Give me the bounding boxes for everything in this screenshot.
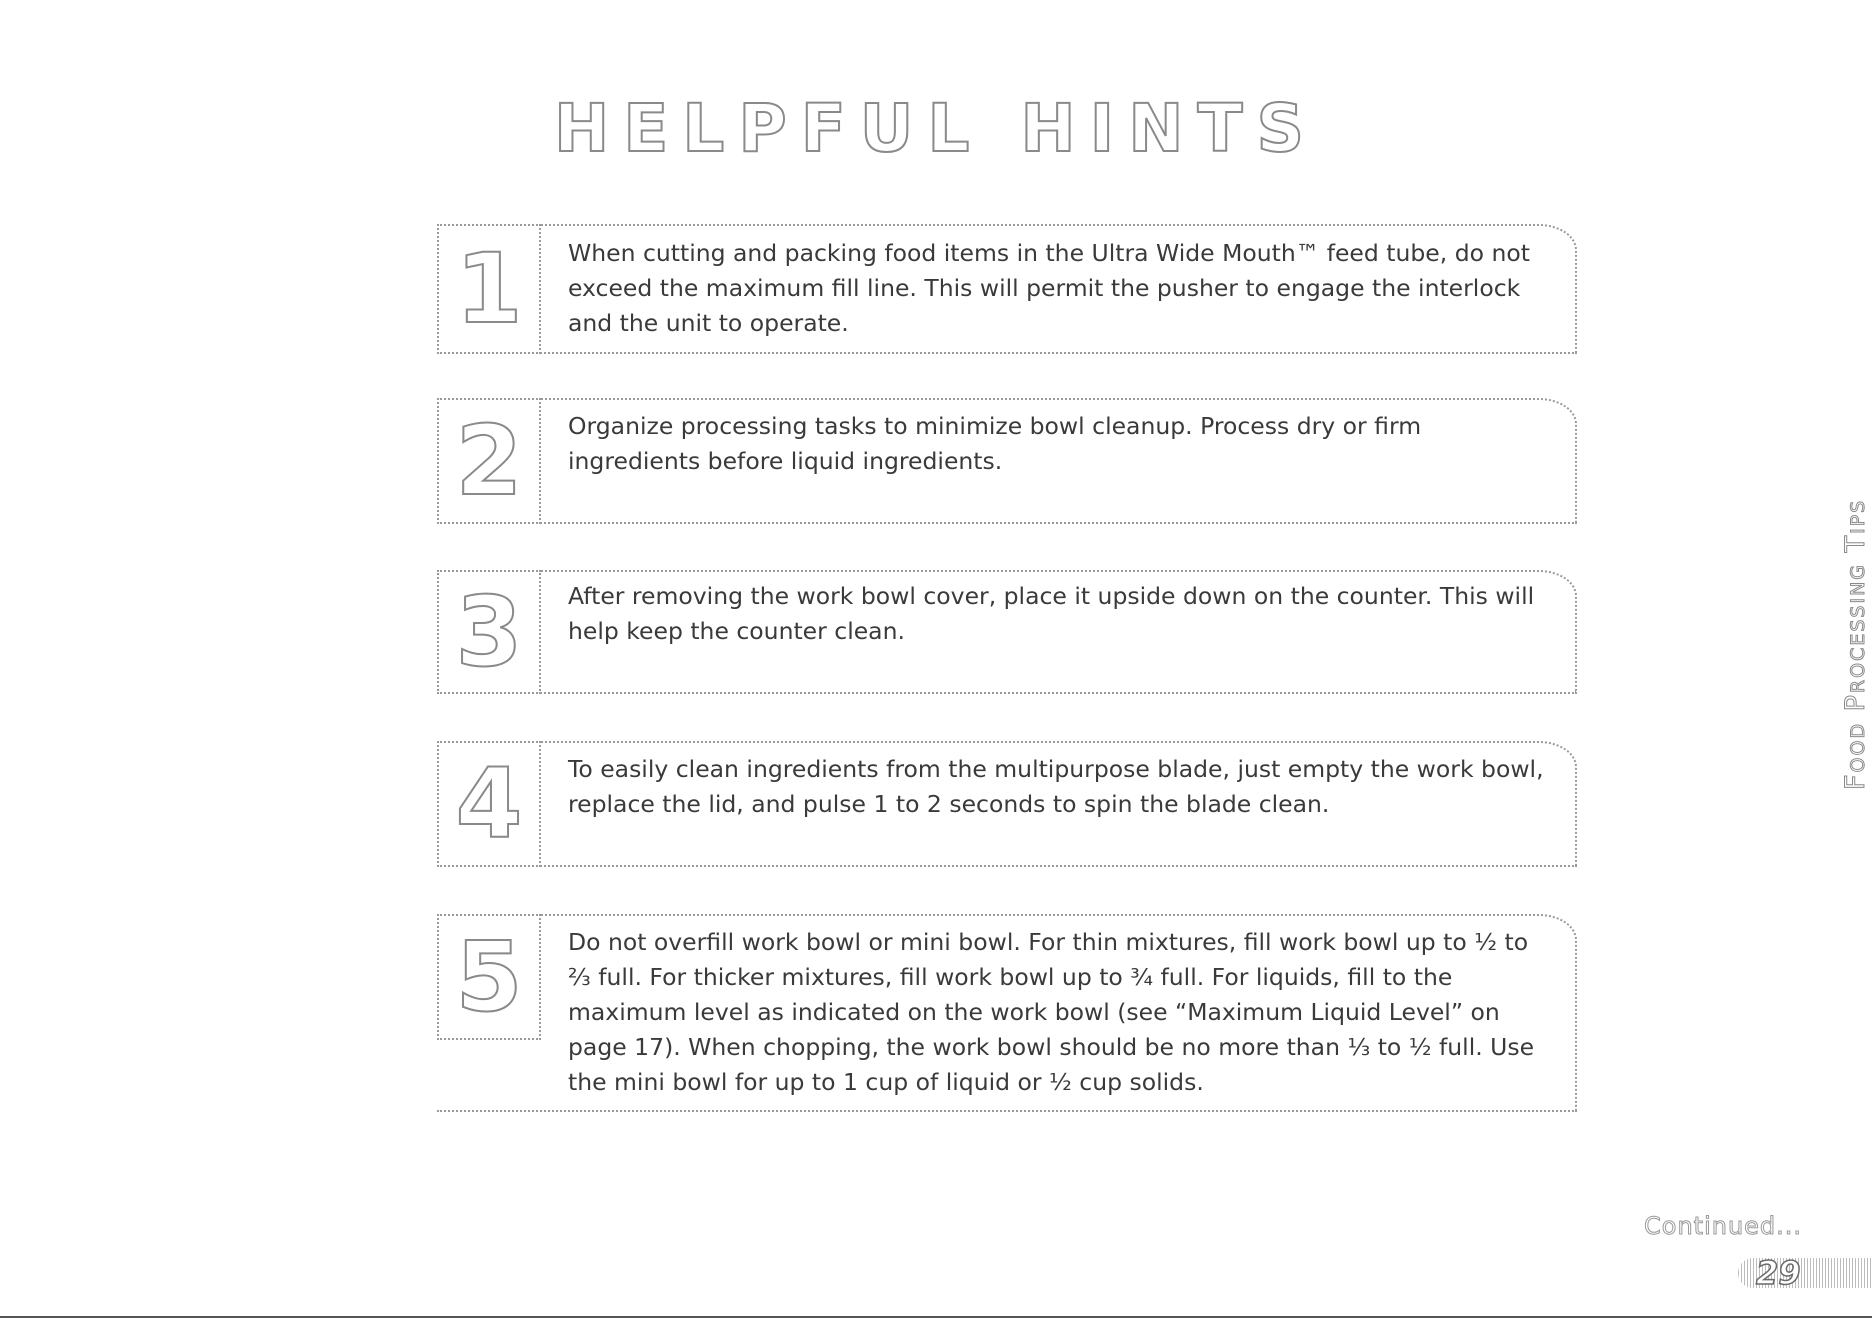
hint-text-4: To easily clean ingredients from the multipurpose blade, just empty the work bowl, replace the lid, and pulse 1 to 2 seconds to spin the blade clean. (568, 755, 1544, 818)
side-section-label: Food Processing Tips (1840, 498, 1871, 790)
page-title: HELPFUL HINTS (553, 90, 1319, 167)
hint-number-box-1 (437, 224, 541, 354)
bottom-rule (0, 1316, 1872, 1318)
hint-text-5: Do not overfill work bowl or mini bowl. For thin mixtures, fill work bowl up to ½ to ⅔ full. For thicker mixtures, fill work bowl up to ¾ full. For liquids, fill to the maximum level as indicated on the work bowl (see “Maximum Liquid Level” on page 17). When chopping, the work bowl should be no more than ⅓ to ½ full. Use the mini bowl for up to 1 cup of liquid or ½ cup solids. (568, 928, 1535, 1096)
hint-number-box-4 (437, 741, 541, 867)
hint-number-4: 4 (455, 748, 523, 860)
hint-number-3: 3 (455, 576, 523, 688)
page-number: 29 (1756, 1254, 1801, 1292)
hint-number-2: 2 (455, 405, 523, 517)
hint-text-3: After removing the work bowl cover, place it upside down on the counter. This will help keep the counter clean. (568, 582, 1535, 645)
page-number-tab (1738, 1254, 1872, 1292)
continued-label: Continued... (1644, 1212, 1803, 1240)
hint-text-1: When cutting and packing food items in the Ultra Wide Mouth™ feed tube, do not exceed the maximum fill line. This will permit the pusher to engage the interlock and the unit to operate. (568, 239, 1530, 337)
hint-number-box-2 (437, 398, 541, 524)
hint-number-1: 1 (455, 233, 523, 345)
hint-number-box-3 (437, 570, 541, 694)
hint-number-box-5 (437, 914, 541, 1040)
hint-number-5: 5 (455, 921, 523, 1033)
hint-text-2: Organize processing tasks to minimize bowl cleanup. Process dry or firm ingredients before liquid ingredients. (568, 412, 1422, 475)
